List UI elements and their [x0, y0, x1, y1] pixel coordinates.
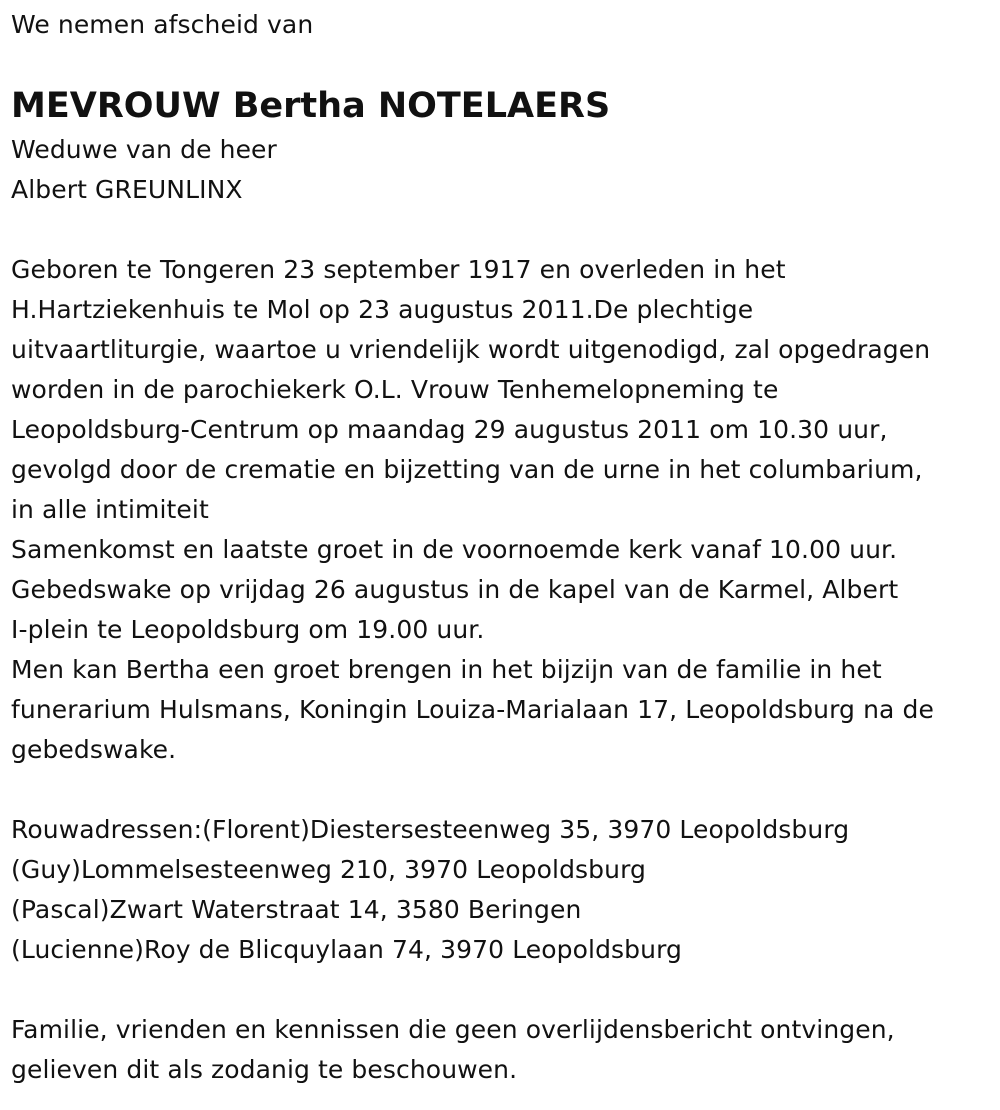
body-line: Leopoldsburg-Centrum op maandag 29 augustus 2011 om 10.30 uur,: [11, 415, 888, 444]
body-line: I-plein te Leopoldsburg om 19.00 uur.: [11, 615, 485, 644]
notice-body: [11, 250, 991, 770]
closing-note: [11, 1010, 991, 1090]
body-line: gevolgd door de crematie en bijzetting van de urne in het columbarium,: [11, 455, 923, 484]
body-line: worden in de parochiekerk O.L. Vrouw Tenhemelopneming te: [11, 375, 779, 404]
closing-line: gelieven dit als zodanig te beschouwen.: [11, 1055, 518, 1084]
body-line: H.Hartziekenhuis te Mol op 23 augustus 2011.De plechtige: [11, 295, 754, 324]
obituary-notice: [11, 0, 991, 1090]
spouse-line: Weduwe van de heer: [11, 135, 277, 164]
body-line: Geboren te Tongeren 23 september 1917 en overleden in het: [11, 255, 786, 284]
closing-line: Familie, vrienden en kennissen die geen overlijdensbericht ontvingen,: [11, 1015, 895, 1044]
address-line: (Pascal)Zwart Waterstraat 14, 3580 Beringen: [11, 895, 582, 924]
spacer: [11, 970, 991, 1010]
spacer: [11, 210, 991, 250]
spouse-name: Albert GREUNLINX: [11, 175, 243, 204]
body-line: Men kan Bertha een groet brengen in het bijzijn van de familie in het: [11, 655, 882, 684]
body-line: Gebedswake op vrijdag 26 augustus in de kapel van de Karmel, Albert: [11, 575, 899, 604]
body-line: Samenkomst en laatste groet in de voornoemde kerk vanaf 10.00 uur.: [11, 535, 898, 564]
body-line: gebedswake.: [11, 735, 177, 764]
body-line: funerarium Hulsmans, Koningin Louiza-Marialaan 17, Leopoldsburg na de: [11, 695, 934, 724]
address-line: (Guy)Lommelsesteenweg 210, 3970 Leopoldsburg: [11, 855, 646, 884]
address-line: (Lucienne)Roy de Blicquylaan 74, 3970 Leopoldsburg: [11, 935, 683, 964]
intro-text: We nemen afscheid van: [11, 10, 314, 39]
spacer: [11, 770, 991, 810]
deceased-name: MEVROUW Bertha NOTELAERS: [11, 86, 611, 126]
body-line: in alle intimiteit: [11, 495, 209, 524]
body-line: uitvaartliturgie, waartoe u vriendelijk wordt uitgenodigd, zal opgedragen: [11, 335, 931, 364]
address-line: Rouwadressen:(Florent)Diestersesteenweg 35, 3970 Leopoldsburg: [11, 815, 850, 844]
mourning-addresses: [11, 810, 991, 970]
